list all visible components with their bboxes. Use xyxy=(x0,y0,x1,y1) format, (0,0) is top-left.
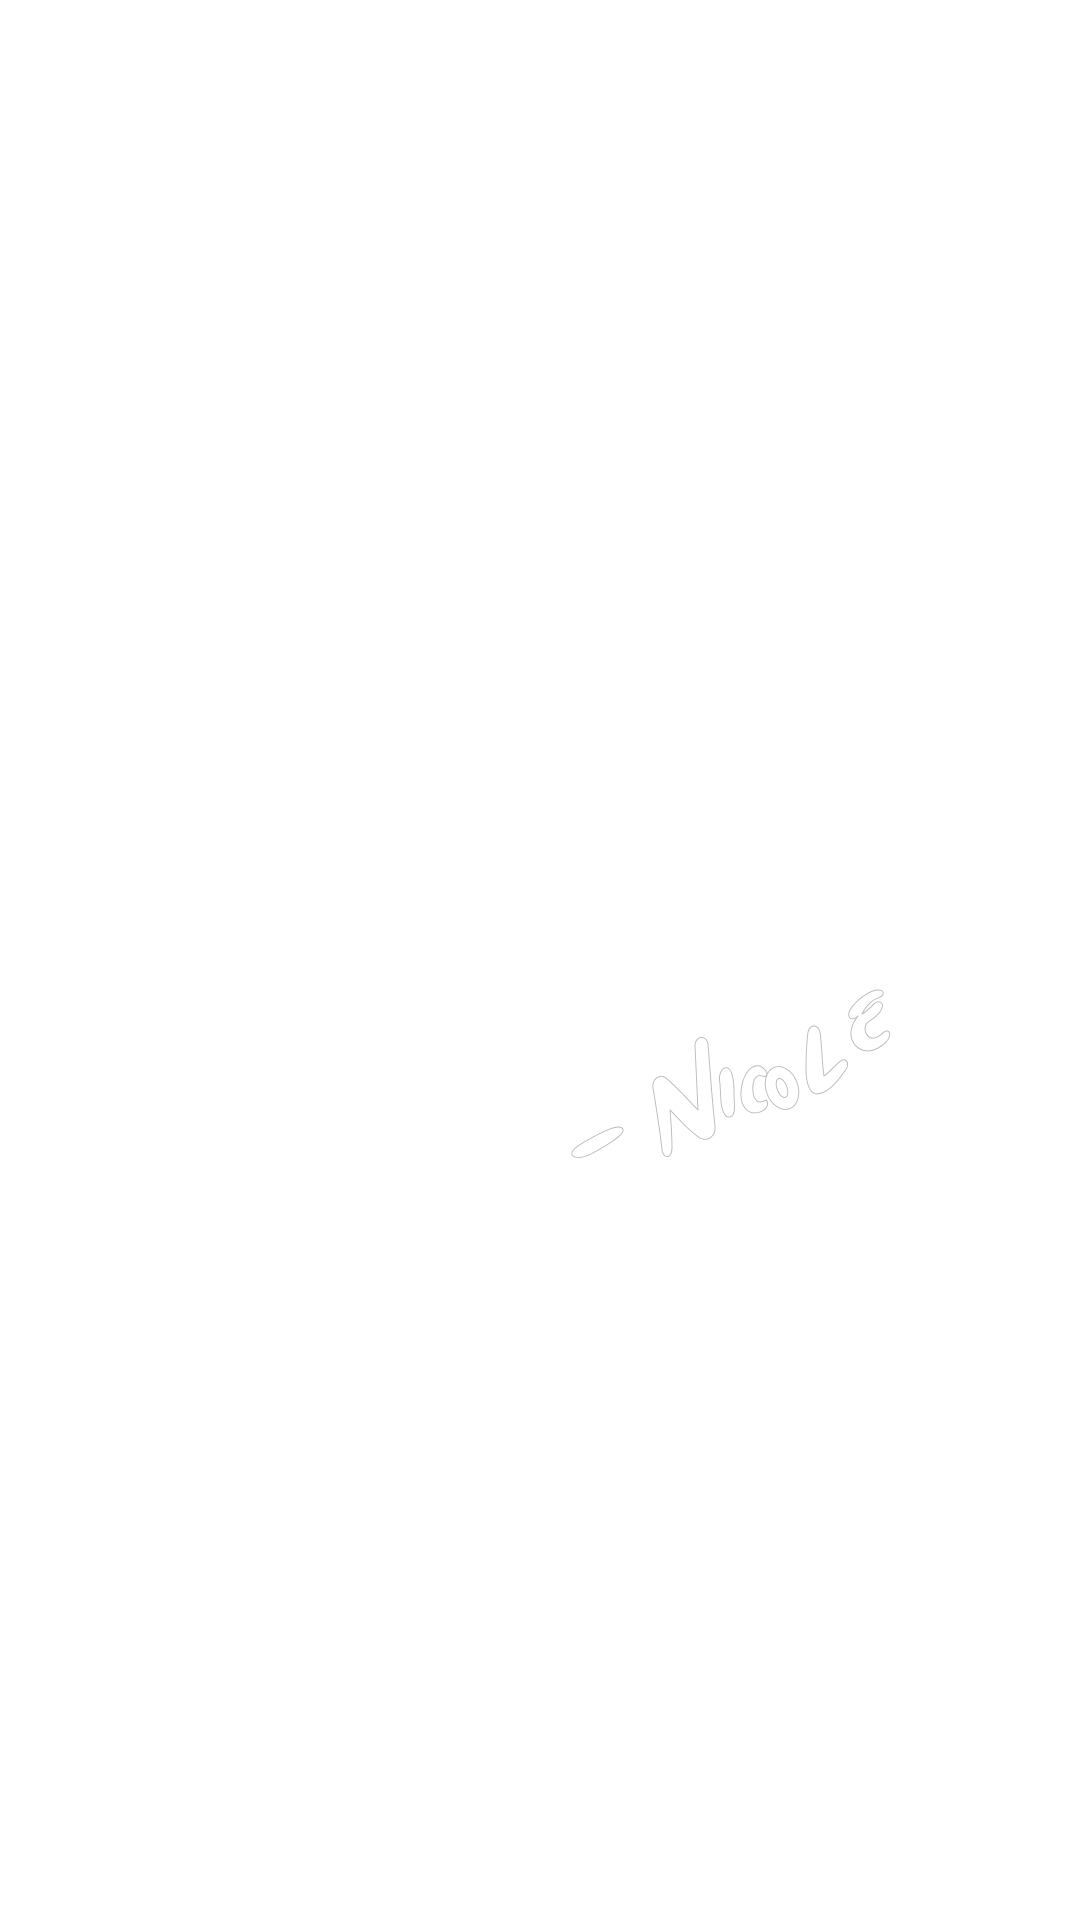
signature-dash xyxy=(572,1127,623,1158)
signature-letter-c xyxy=(741,1066,768,1113)
signature-nicole xyxy=(560,980,940,1170)
signature-letter-l xyxy=(806,1026,848,1094)
signature-letter-e xyxy=(849,990,890,1051)
signature-letter-n xyxy=(653,1037,715,1156)
signature-letter-i xyxy=(719,1068,734,1117)
